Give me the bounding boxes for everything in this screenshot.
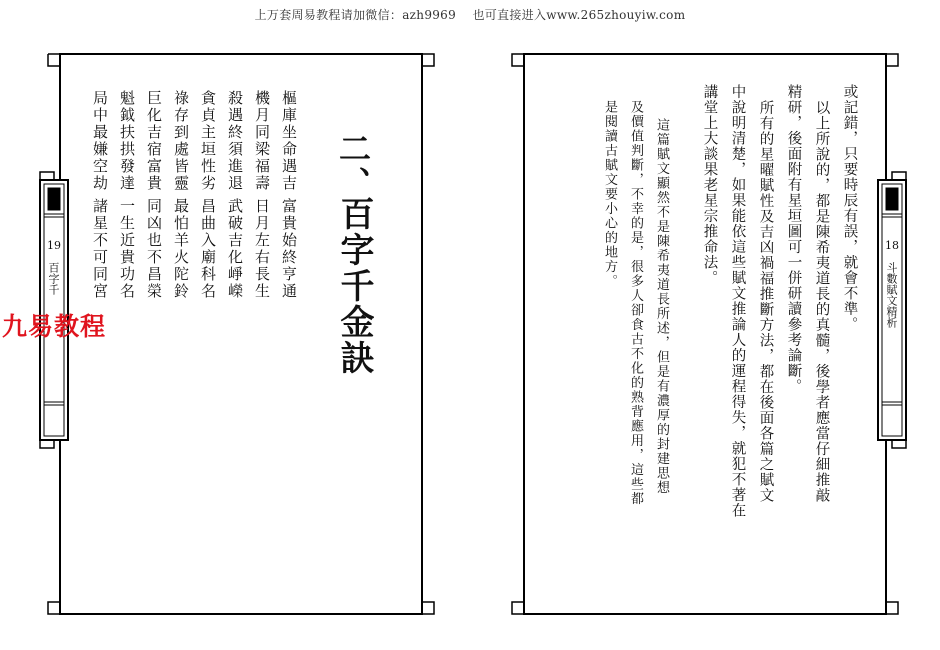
note-line-1: 這篇賦文顯然不是陳希夷道長所述，但是有濃厚的封建思想 — [654, 118, 669, 495]
verse-5-a: 祿存到處皆靈 — [172, 90, 190, 192]
right-tab-label: 斗數賦文精析 — [885, 262, 898, 328]
paragraph-line-1: 或記錯，只要時辰有誤，就會不準。 — [841, 84, 858, 332]
note-line-3: 是閱讀古賦文要小心的地方。 — [602, 100, 617, 289]
verse-7-a: 魁鉞扶拱發達 — [118, 90, 136, 192]
paragraph-line-5: 中說明清楚，如果能依這些賦文推論人的運程得失，就犯不著在 — [729, 84, 746, 518]
chapter-title: 百字千金訣 — [334, 196, 374, 376]
verse-8-a: 局中最嫌空劫 — [91, 90, 109, 192]
left-page-number: 19 — [47, 239, 61, 252]
verse-3-a: 殺遇終須進退 — [226, 90, 244, 192]
verse-1-a: 樞庫坐命遇吉 — [280, 90, 298, 192]
header-banner: 上万套周易教程请加微信：azh9969 也可直接进入www.265zhouyiw.com — [254, 8, 686, 22]
verse-7-b: 一生近貴功名 — [118, 198, 136, 300]
verse-8-b: 諸星不可同宮 — [91, 198, 109, 300]
verse-4-b: 昌曲入廟科名 — [199, 198, 217, 300]
chapter-number: 二、 — [334, 132, 372, 200]
left-tab-label: 百字千 — [47, 262, 60, 295]
verse-6-b: 同凶也不昌榮 — [145, 198, 163, 300]
verse-6-a: 巨化吉宿富貴 — [145, 90, 163, 192]
note-line-2: 及價值判斷，不幸的是，很多人卻食古不化的熟背應用，這些都 — [628, 100, 643, 506]
verse-2-b: 日月左右長生 — [253, 198, 271, 300]
verse-4-a: 貪貞主垣性劣 — [199, 90, 217, 192]
paragraph-line-2: 以上所說的，都是陳希夷道長的真髓，後學者應當仔細推敲 — [813, 100, 830, 503]
verse-1-b: 富貴始終亨通 — [280, 198, 298, 300]
right-page-number: 18 — [885, 239, 899, 252]
watermark-text: 九易教程 — [2, 312, 107, 341]
verse-3-b: 武破吉化崢嶸 — [226, 198, 244, 300]
paragraph-line-4: 所有的星曜賦性及吉凶禍福推斷方法，都在後面各篇之賦文 — [757, 100, 774, 503]
verse-2-a: 機月同梁福壽 — [253, 90, 271, 192]
paragraph-line-3: 精研，後面附有星垣圖可一併研讀參考論斷。 — [785, 84, 802, 394]
paragraph-line-6: 講堂上大談果老星宗推命法。 — [701, 84, 718, 286]
verse-5-b: 最怕羊火陀鈴 — [172, 198, 190, 300]
